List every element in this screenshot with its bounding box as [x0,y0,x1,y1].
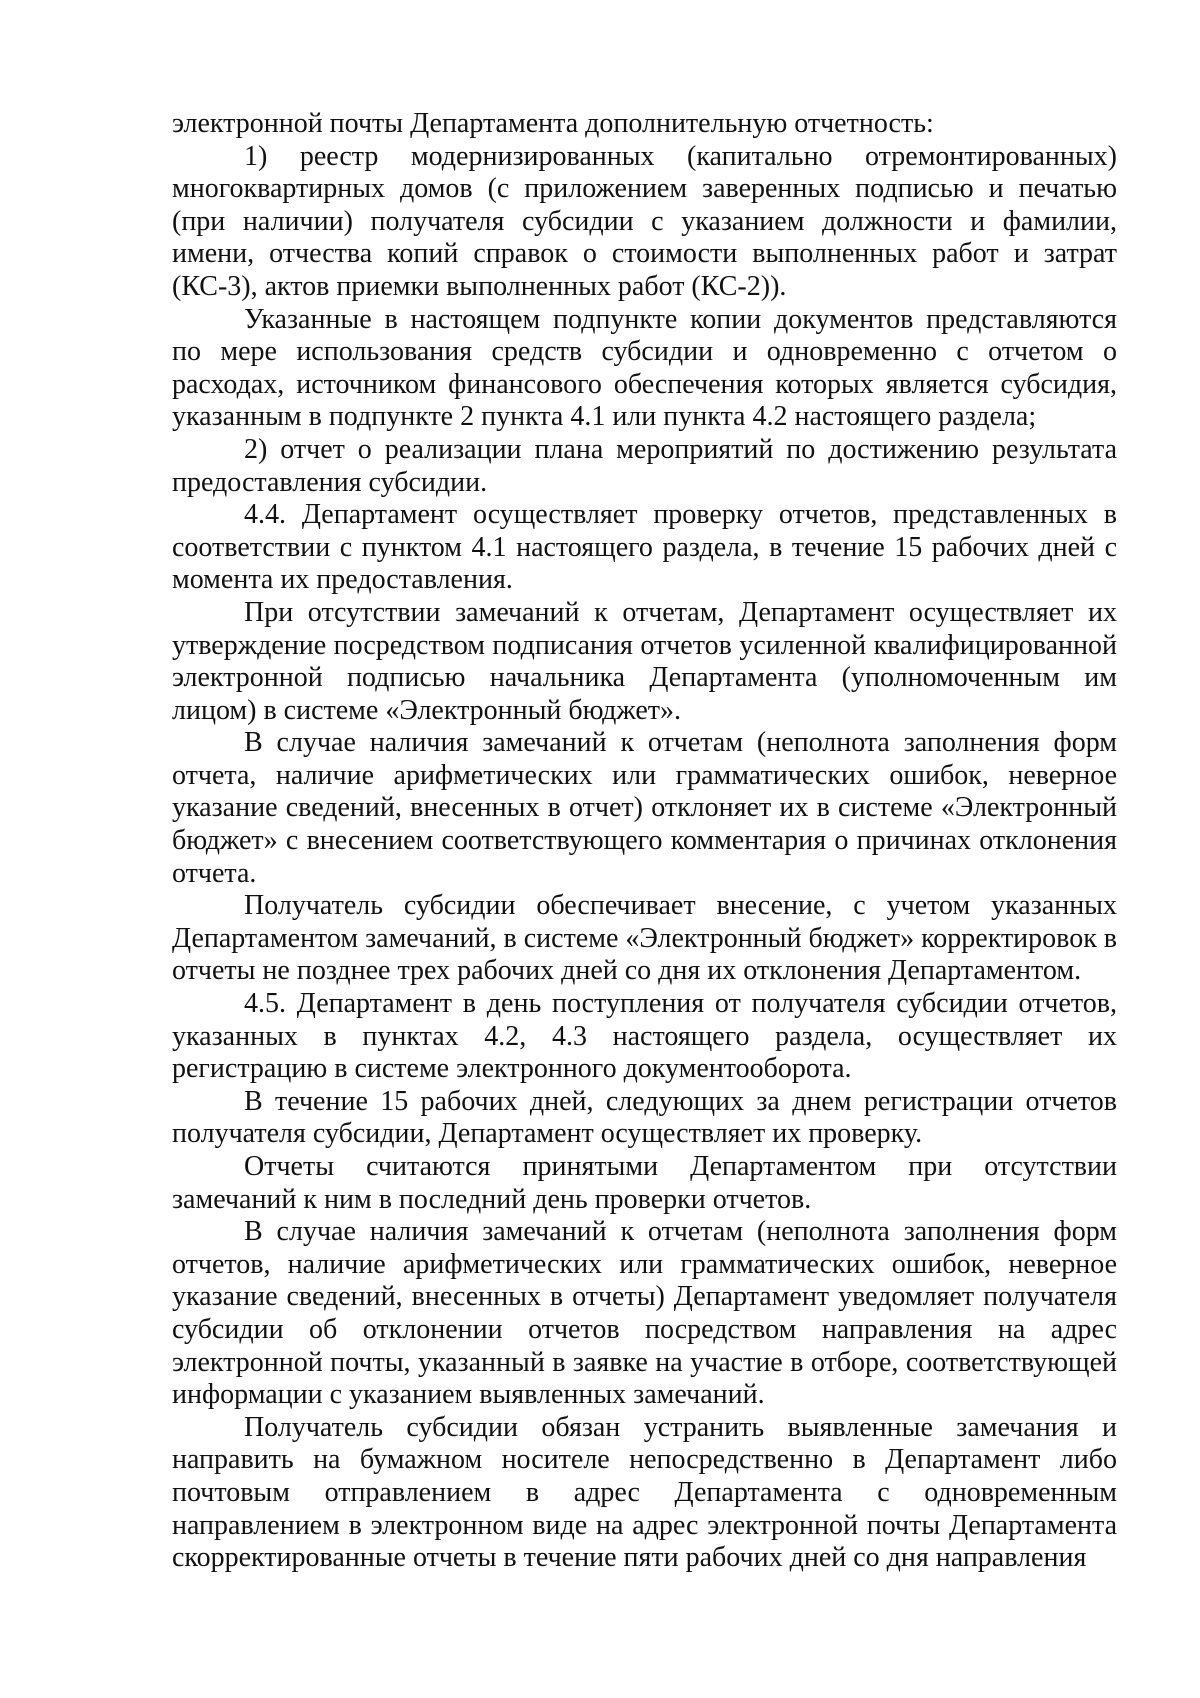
paragraph-acceptance: Отчеты считаются принятыми Департаментом при отсутствии замечаний к ним в последний день проверки отчетов. [172,1151,1117,1215]
paragraph-review-period: В течение 15 рабочих дней, следующих за днем регистрации отчетов получателя субсидии, Департамент осуществляет их проверку. [172,1085,1117,1150]
paragraph-4-5-registration: 4.5. Департамент в день поступления от получателя субсидии отчетов, указанных в пунктах 4.2, 4.3 настоящего раздела, осуществляет их регистрацию в системе электронного документооборота. [172,988,1117,1085]
paragraph-resubmission: Получатель субсидии обязан устранить выявленные замечания и направить на бумажном носителе непосредственно в Департамент либо почтовым отправлением в адрес Департамента с одновременным направлением в электронном виде на адрес электронной почты Департамента скорректированные отчеты в течение пяти рабочих дней со дня направления [172,1411,1117,1574]
paragraph-continuation: электронной почты Департамента дополнительную отчетность: [172,108,934,139]
paragraph-4-4-verification: 4.4. Департамент осуществляет проверку отчетов, представленных в соответствии с пунктом 4.1 настоящего раздела, в течение 15 рабочих дней с момента их предоставления. [172,499,1117,596]
paragraph-corrections: Получатель субсидии обеспечивает внесение, с учетом указанных Департаментом замечаний, в системе «Электронный бюджет» корректировок в отчеты не позднее трех рабочих дней со дня их отклонения Департаментом. [172,890,1118,987]
paragraph-documents-submission: Указанные в настоящем подпункте копии документов представляются по мере использования средств субсидии и одновременно с отчетом о расходах, источником финансового обеспечения которых является субсидия, указанным в подпункте 2 пункта 4.1 или пункта 4.2 настоящего раздела; [172,303,1117,433]
paragraph-rejection: В случае наличия замечаний к отчетам (неполнота заполнения форм отчета, наличие арифметических или грамматических ошибок, неверное указание сведений, внесенных в отчет) отклоняет их в системе «Электронный бюджет» с внесением соответствующего комментария о причинах отклонения отчета. [172,727,1117,889]
paragraph-notification: В случае наличия замечаний к отчетам (неполнота заполнения форм отчетов, наличие арифметических или грамматических ошибок, неверное указание сведений, внесенных в отчеты) Департамент уведомляет получателя субсидии об отклонении отчетов посредством направления на адрес электронной почты, указанный в заявке на участие в отборе, соответствующей информации с указанием выявленных замечаний. [172,1216,1117,1411]
document-page [172,108,1117,1575]
paragraph-item-2-plan-report: 2) отчет о реализации плана мероприятий по достижению результата предоставления субсидии. [172,433,1117,498]
paragraph-approval: При отсутствии замечаний к отчетам, Департамент осуществляет их утверждение посредством подписания отчетов усиленной квалифицированной электронной подписью начальника Департамента (уполномоченным им лицом) в системе «Электронный бюджет». [172,596,1117,726]
paragraph-item-1-registry: 1) реестр модернизированных (капитально отремонтированных) многоквартирных домов (с приложением заверенных подписью и печатью (при наличии) получателя субсидии с указанием должности и фамилии, имени, отчества копий справок о стоимости выполненных работ и затрат (КС-3), актов приемки выполненных работ (КС-2)). [172,140,1117,302]
